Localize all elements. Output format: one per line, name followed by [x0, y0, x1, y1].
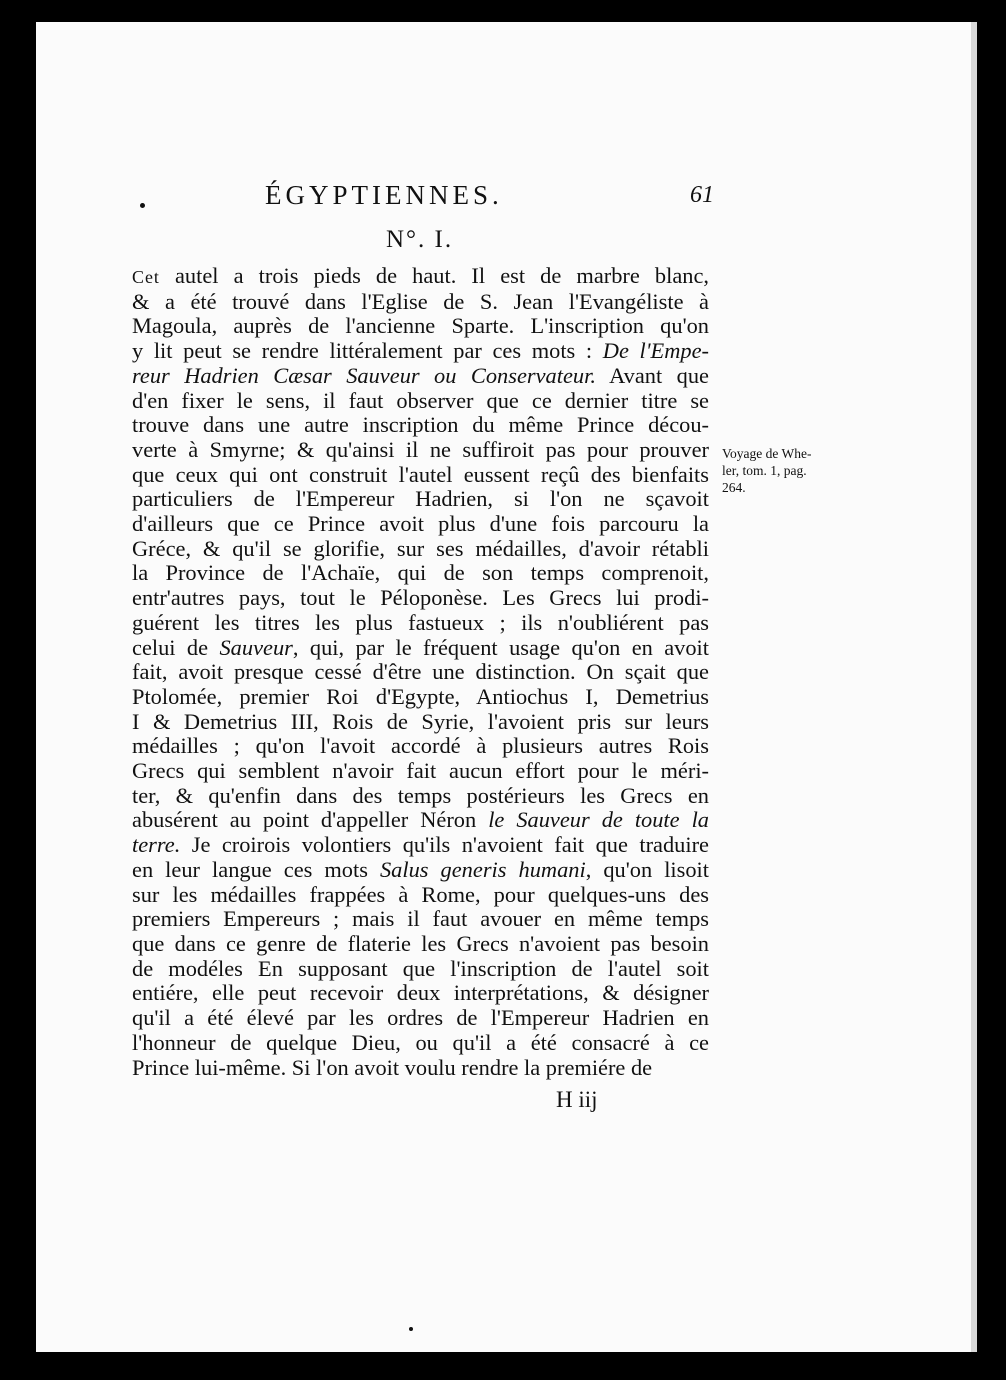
text-segment: autel a trois pieds de haut. Il est de marbre blanc,: [159, 263, 709, 288]
running-title: ÉGYPTIENNES.: [265, 180, 503, 210]
text-segment: guérent les titres les plus fastueux ; ils n'oubliérent pas: [132, 609, 709, 635]
text-line: [132, 883, 709, 908]
text-line: [132, 858, 709, 883]
margin-note-line: 264.: [722, 480, 746, 495]
text-segment: médailles ; qu'on l'avoit accordé à plusieurs autres Rois: [132, 733, 709, 759]
text-line: [132, 759, 709, 784]
text-segment: ter, & qu'enfin dans des temps postérieurs les Grecs en: [132, 782, 709, 808]
text-segment: d'ailleurs que ce Prince avoit plus d'une fois parcouru la: [132, 511, 709, 537]
signature-mark: H iij: [556, 1087, 598, 1112]
page-number: 61: [690, 182, 714, 208]
text-line: [132, 339, 709, 364]
text-line: [132, 981, 709, 1006]
text-line: [132, 264, 709, 290]
text-segment: entr'autres pays, tout le Péloponèse. Les Grecs lui prodi-: [132, 585, 709, 611]
section-number: N°. I.: [386, 226, 454, 253]
text-segment: abusérent au point d'appeller Néron: [132, 807, 489, 833]
text-segment: premiers Empereurs ; mais il faut avouer en même temps: [132, 906, 709, 932]
italic-text: terre.: [132, 832, 181, 858]
text-segment: Gréce, & qu'il se glorifie, sur ses médailles, d'avoir rétabli: [132, 535, 709, 561]
italic-text: reur Hadrien Cæsar Sauveur ou Conservateur.: [132, 362, 596, 388]
text-line: [132, 561, 709, 586]
text-segment: la Province de l'Achaïe, qui de son temps comprenoit,: [132, 560, 709, 586]
text-segment: , qui, par le fréquent usage qu'on en avoit: [292, 634, 710, 660]
text-segment: Ptolomée, premier Roi d'Egypte, Antiochus I, Demetrius: [132, 683, 709, 709]
text-line: [132, 463, 709, 488]
italic-text: Sauveur: [219, 634, 293, 660]
text-line: [132, 389, 709, 414]
text-segment: l'honneur de quelque Dieu, ou qu'il a été consacré à ce: [132, 1029, 709, 1055]
text-segment: en leur langue ces mots: [132, 856, 380, 882]
text-segment: trouve dans une autre inscription du même Prince décou-: [132, 412, 709, 438]
italic-text: De l'Empe-: [602, 338, 709, 364]
text-segment: Je croirois volontiers qu'ils n'avoient fait que traduire: [180, 832, 709, 858]
margin-note: [722, 445, 852, 496]
text-line: [132, 364, 709, 389]
text-line: [132, 685, 709, 710]
text-line: [132, 907, 709, 932]
margin-note-line: Voyage de Whe-: [722, 446, 812, 461]
text-line: [132, 957, 709, 982]
text-segment: I & Demetrius III, Rois de Syrie, l'avoient pris sur leurs: [132, 708, 709, 734]
text-segment: Prince lui-même. Si l'on avoit voulu rendre la premiére de: [132, 1054, 653, 1080]
text-line: [132, 710, 709, 735]
text-segment: sur les médailles frappées à Rome, pour quelques-uns des: [132, 881, 709, 907]
text-line: [132, 808, 709, 833]
text-segment: Grecs qui semblent n'avoir fait aucun effort pour le méri-: [132, 758, 709, 784]
text-segment: de modéles En supposant que l'inscription de l'autel soit: [132, 955, 709, 981]
text-segment: que ceux qui ont construit l'autel eussent reçû des bienfaits: [132, 461, 709, 487]
text-segment: & a été trouvé dans l'Eglise de S. Jean l'Evangéliste à: [132, 288, 709, 314]
text-line: [132, 784, 709, 809]
text-segment: fait, avoit presque cessé d'être une distinction. On sçait que: [132, 659, 709, 685]
italic-text: le Sauveur de toute la: [488, 807, 709, 833]
text-line: [132, 438, 709, 463]
text-segment: particuliers de l'Empereur Hadrien, si l'on ne sçavoit: [132, 486, 709, 512]
text-segment: entiére, elle peut recevoir deux interprétations, & désigner: [132, 980, 709, 1006]
text-line: [132, 611, 709, 636]
text-line: [132, 413, 709, 438]
text-line: [132, 487, 709, 512]
text-segment: d'en fixer le sens, il faut observer que ce dernier titre se: [132, 387, 709, 413]
text-segment: y lit peut se rendre littéralement par ces mots :: [132, 338, 603, 364]
text-segment: Avant que: [595, 362, 709, 388]
italic-text: Salus generis humani: [379, 856, 586, 882]
text-line: [132, 537, 709, 562]
text-line: [132, 932, 709, 957]
text-segment: Magoula, auprès de l'ancienne Sparte. L'inscription qu'on: [132, 313, 709, 339]
text-line: [132, 512, 709, 537]
text-line: [132, 290, 709, 315]
text-line: [132, 314, 709, 339]
text-line: [132, 734, 709, 759]
text-line: [132, 1006, 709, 1031]
body-text: [132, 264, 709, 1080]
text-line: [132, 660, 709, 685]
text-line: [132, 833, 709, 858]
ink-dot: [409, 1327, 413, 1331]
text-segment: qu'il a été élevé par les ordres de l'Empereur Hadrien en: [132, 1005, 709, 1031]
text-line: [132, 1031, 709, 1056]
text-line: [132, 586, 709, 611]
opening-word: Cet: [132, 267, 160, 287]
text-segment: verte à Smyrne; & qu'ainsi il ne suffiroit pas pour prouver: [132, 436, 709, 462]
text-segment: celui de: [132, 634, 220, 660]
text-segment: que dans ce genre de flaterie les Grecs n'avoient pas besoin: [132, 930, 709, 956]
ink-dot: [140, 203, 145, 208]
text-line: [132, 1056, 709, 1081]
text-segment: , qu'on lisoit: [585, 856, 709, 882]
margin-note-line: ler, tom. 1, pag.: [722, 463, 807, 478]
book-page: [36, 22, 977, 1352]
text-line: [132, 636, 709, 661]
